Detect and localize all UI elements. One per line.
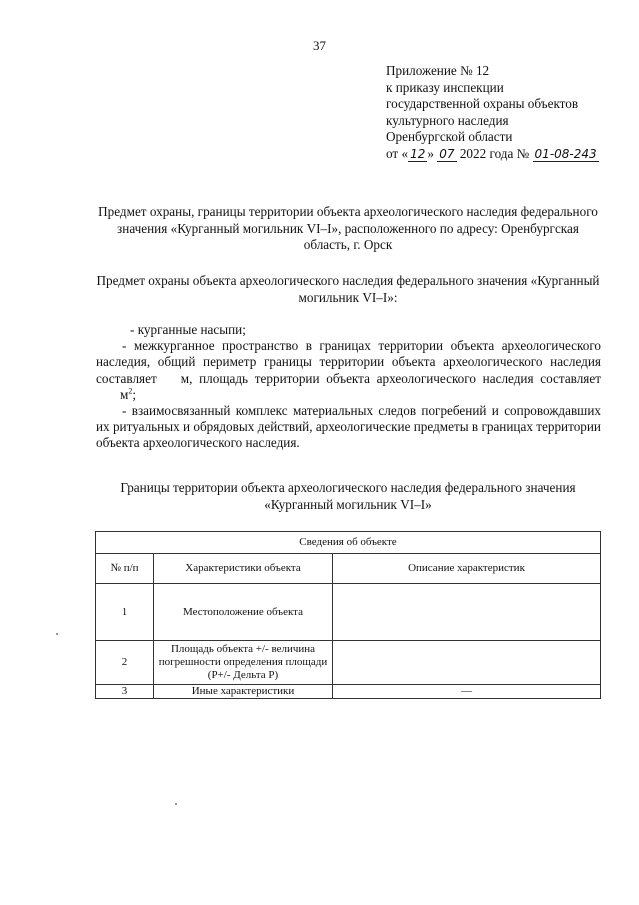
appendix-authority-2: культурного наследия bbox=[386, 112, 509, 128]
object-info-table bbox=[95, 531, 601, 699]
handwritten-month: 07 bbox=[439, 146, 455, 161]
borders-heading: Границы территории объекта археологического наследия федерального значения «Курганный могильник VI–I» bbox=[120, 480, 576, 512]
subject-heading: Предмет охраны объекта археологического наследия федерального значения «Курганный могильник VI–I»: bbox=[96, 273, 600, 305]
table-header-characteristic: Характеристики объекта bbox=[154, 554, 333, 584]
scan-artifact bbox=[175, 803, 177, 805]
appendix-date-line bbox=[386, 146, 599, 163]
table-row: 2 Площадь объекта +/- величина погрешности определения площади (Р+/- Дельта Р) bbox=[96, 641, 601, 685]
list-item-intermound: - межкурганное пространство в границах территории объекта археологического наследия, общий периметр границы территории объекта археологического наследия составляет м, площадь территории объекта археологического наследия составляетм$^2$; bbox=[96, 338, 601, 402]
handwritten-order-number: 01-08-243 bbox=[534, 146, 597, 161]
appendix-authority-3: Оренбургской области bbox=[386, 129, 513, 145]
handwritten-day: 12 bbox=[410, 146, 426, 161]
page-number: 37 bbox=[313, 38, 326, 53]
table-row: 1 Местоположение объекта bbox=[96, 584, 601, 641]
list-item-mounds: - курганные насыпи; bbox=[130, 322, 246, 337]
date-prefix: от « bbox=[386, 145, 409, 161]
table-row: 3 Иные характеристики — bbox=[96, 685, 601, 699]
appendix-order-ref: к приказу инспекции bbox=[386, 79, 504, 95]
subject-list bbox=[96, 322, 601, 452]
date-mid: » bbox=[427, 145, 434, 161]
list-item-complex: - взаимосвязанный комплекс материальных следов погребений и сопровождавших их ритуальных и обрядовых действий, археологические предметы в границах территории объекта археологического наследия. bbox=[96, 403, 601, 451]
main-heading: Предмет охраны, границы территории объекта археологического наследия федерального значения «Курганный могильник VI–I», расположенного по адресу: Оренбургская область, г. Орск bbox=[98, 204, 598, 252]
appendix-block bbox=[386, 63, 599, 163]
table-header-number: № п/п bbox=[96, 554, 154, 584]
scan-artifact bbox=[56, 633, 58, 635]
table-header-description: Описание характеристик bbox=[333, 554, 601, 584]
date-year: 2022 года № bbox=[459, 145, 530, 161]
appendix-authority-1: государственной охраны объектов bbox=[386, 96, 579, 112]
appendix-title: Приложение № 12 bbox=[386, 63, 490, 78]
table-caption: Сведения об объекте bbox=[96, 532, 601, 554]
